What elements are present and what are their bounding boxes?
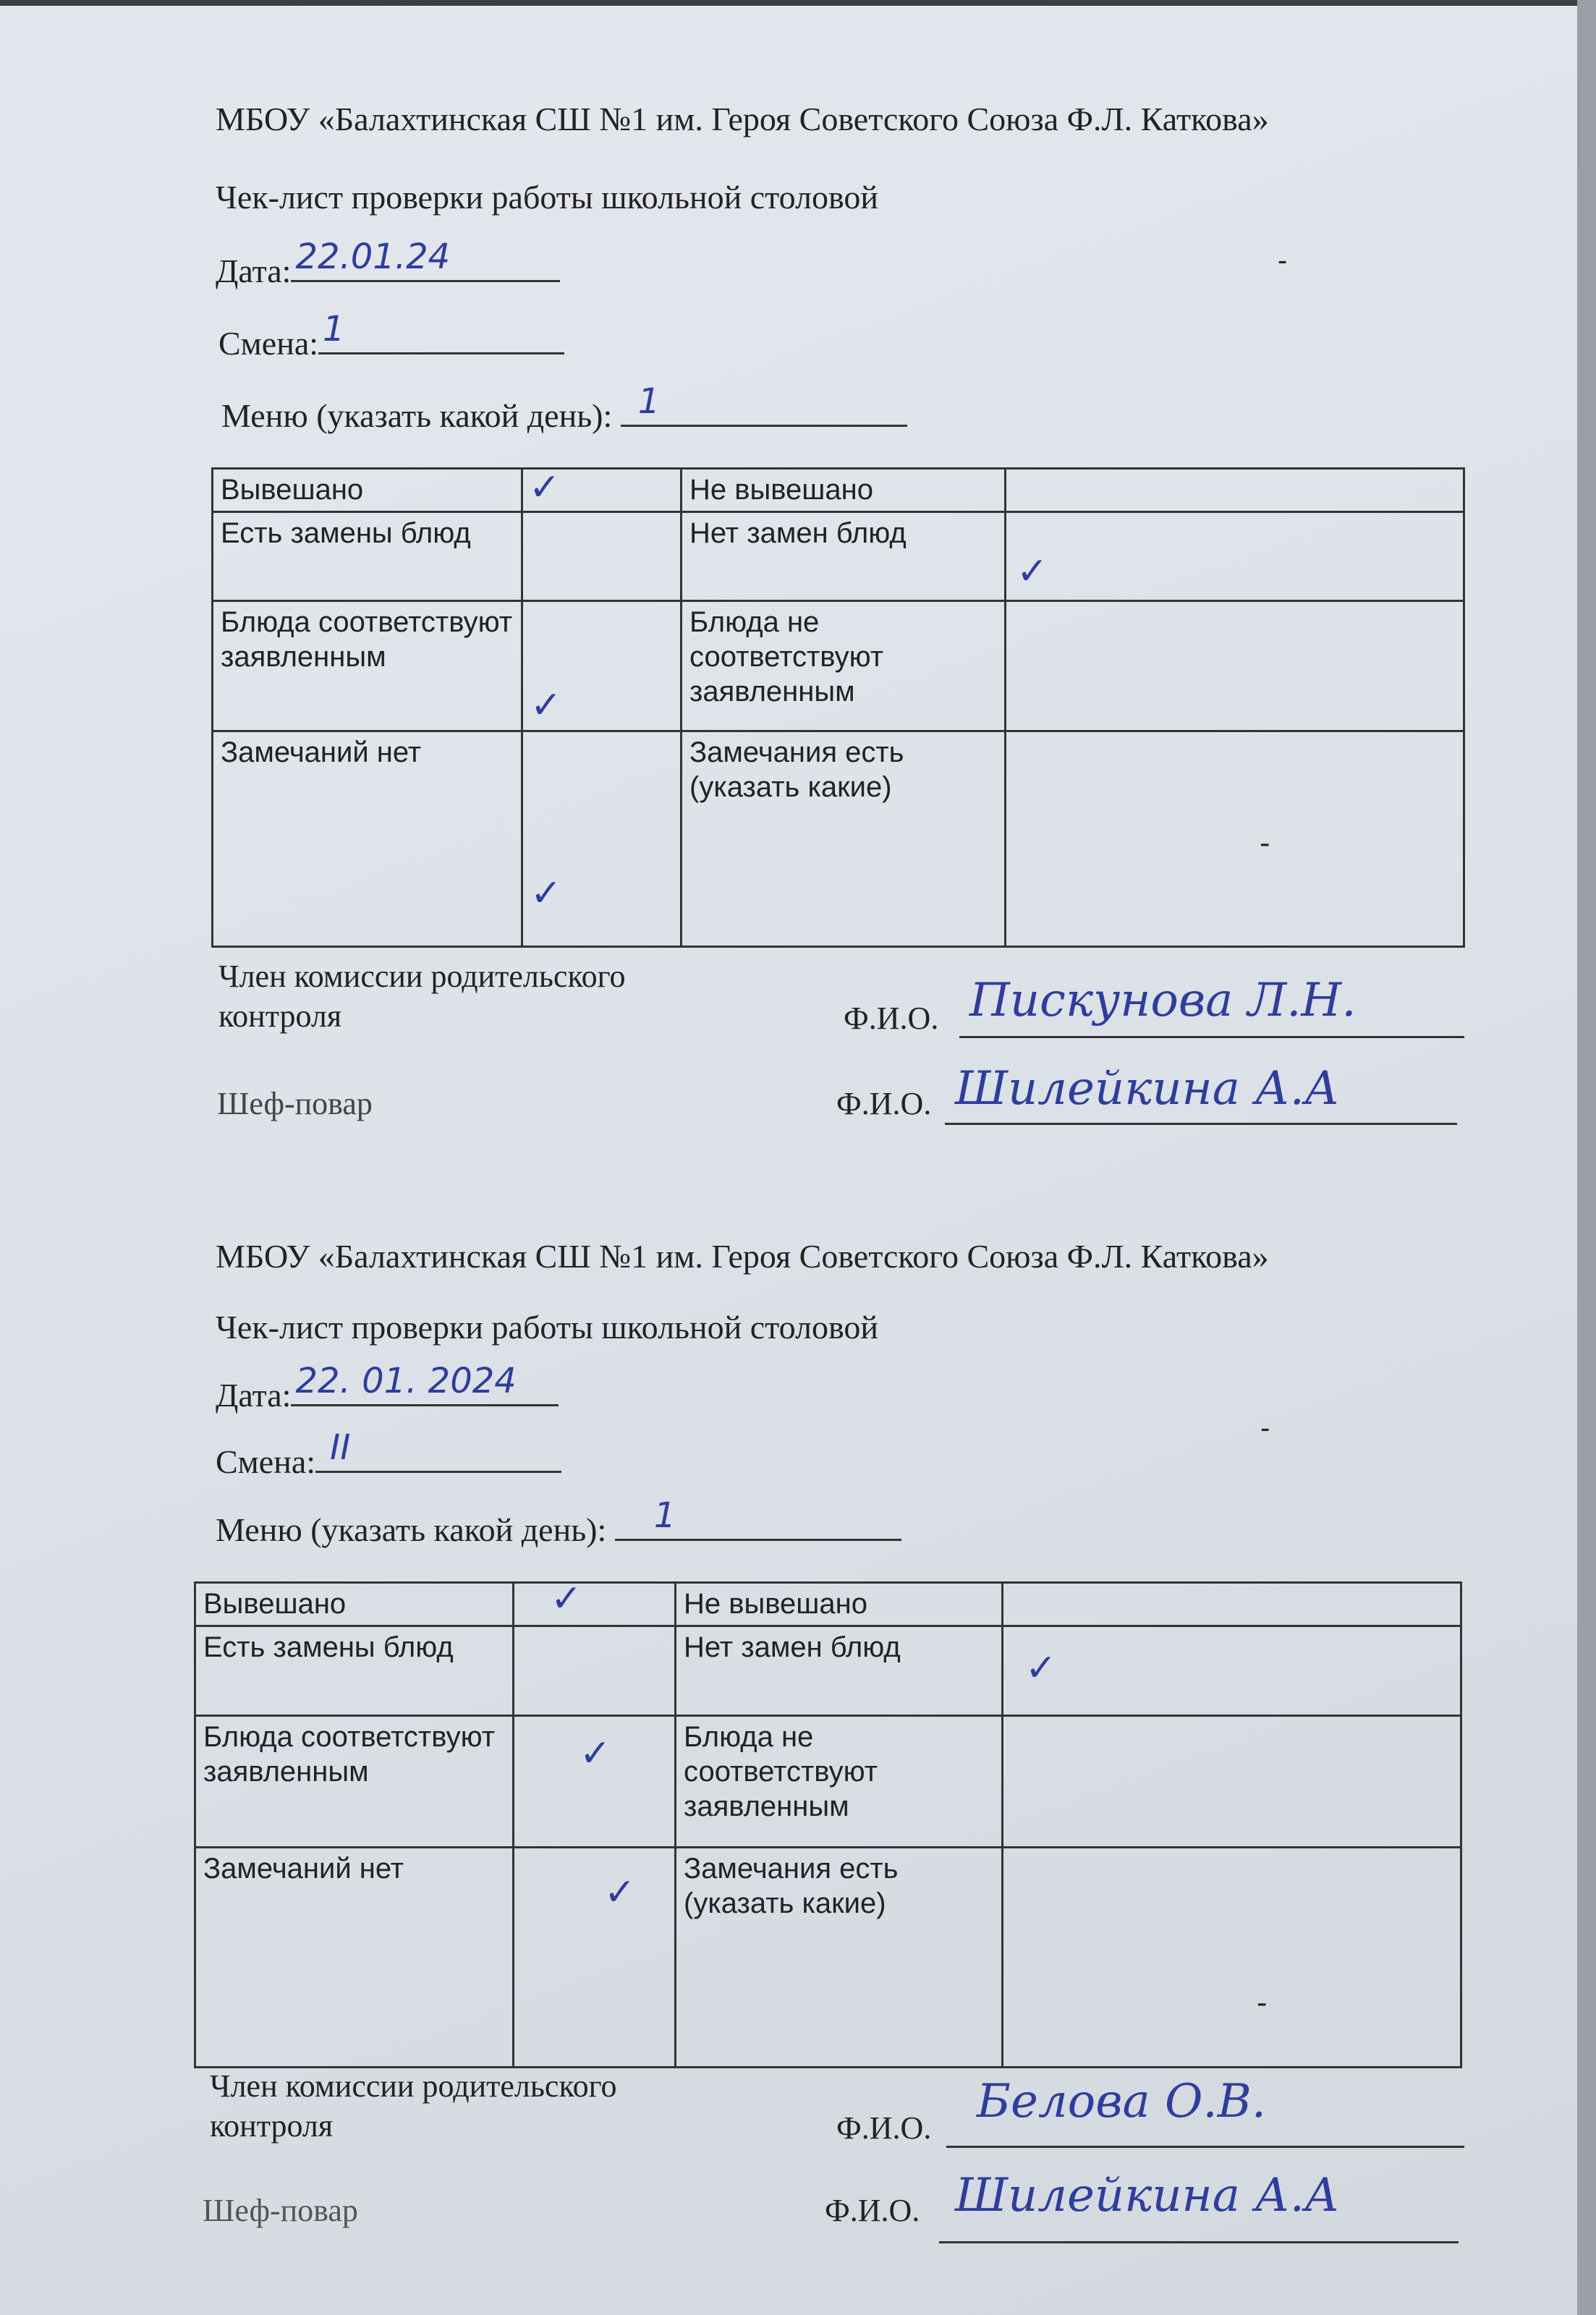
date-value: 22. 01. 2024 <box>295 1361 517 1401</box>
shift-row <box>216 1427 561 1481</box>
row-left-label: Есть замены блюд <box>195 1626 514 1716</box>
row-left-check <box>522 512 682 601</box>
row-left-check <box>514 1626 676 1716</box>
menu-label: Меню (указать какой день): <box>221 397 613 434</box>
shift-field <box>315 1427 561 1473</box>
member-signature: Белова О.В. <box>977 2075 1267 2128</box>
table-row <box>213 731 1464 947</box>
menu-value: 1 <box>637 381 661 422</box>
row-left-check <box>522 601 682 731</box>
row-left-label: Есть замены блюд <box>213 512 522 601</box>
row-left-label: Вывешано <box>195 1583 514 1626</box>
shift-label: Смена: <box>218 325 319 362</box>
date-row <box>216 1361 559 1414</box>
table-row <box>195 1716 1461 1848</box>
table-row <box>213 601 1464 731</box>
checklist-table <box>194 1577 1462 2068</box>
form-title: Чек-лист проверки работы школьной столовой <box>216 1309 879 1346</box>
date-label: Дата: <box>216 1377 292 1414</box>
row-right-check <box>1006 512 1464 601</box>
fio-label: Ф.И.О. <box>836 1086 932 1121</box>
menu-label: Меню (указать какой день): <box>216 1511 607 1548</box>
row-right-check <box>1006 469 1464 512</box>
date-field <box>291 237 560 282</box>
check-mark: ✓ <box>1016 550 1048 593</box>
table-row <box>213 512 1464 601</box>
row-right-label: Замечания есть (указать какие) <box>676 1848 1003 2068</box>
signature-line <box>939 2241 1459 2243</box>
check-mark: ✓ <box>530 684 562 727</box>
row-right-label: Нет замен блюд <box>682 512 1006 601</box>
stray-mark: - <box>1260 1412 1270 1444</box>
check-mark: ✓ <box>604 1871 636 1914</box>
row-right-check <box>1003 1626 1461 1716</box>
row-left-check <box>522 466 682 512</box>
dash-mark: - <box>1260 827 1270 860</box>
row-right-label: Не вывешано <box>676 1583 1003 1626</box>
date-label: Дата: <box>216 252 292 289</box>
row-left-check <box>514 1577 676 1626</box>
table-row <box>195 1626 1461 1716</box>
row-right-check <box>1003 1848 1461 2068</box>
check-mark: ✓ <box>1025 1647 1057 1690</box>
row-right-label: Нет замен блюд <box>676 1626 1003 1716</box>
signature-line <box>959 1036 1464 1038</box>
row-left-label: Блюда соответствуют заявленным <box>195 1716 514 1848</box>
row-right-label: Не вывешано <box>682 469 1006 512</box>
row-right-check <box>1006 731 1464 947</box>
checklist-table <box>211 467 1465 948</box>
shift-value: 1 <box>323 309 345 349</box>
shift-field <box>318 309 564 354</box>
row-left-label: Вывешано <box>213 469 522 512</box>
date-row <box>216 237 560 290</box>
fio-label: Ф.И.О. <box>844 1001 939 1036</box>
row-left-label: Блюда соответствуют заявленным <box>213 601 522 731</box>
row-right-check <box>1003 1716 1461 1848</box>
signature-line <box>945 1123 1457 1125</box>
shift-row <box>218 309 564 362</box>
check-mark: ✓ <box>580 1732 611 1775</box>
member-signature: Пискунова Л.Н. <box>969 974 1357 1027</box>
date-value: 22.01.24 <box>295 237 451 277</box>
row-left-check <box>522 731 682 947</box>
row-right-label: Блюда не соответствуют заявленным <box>682 601 1006 731</box>
school-name: МБОУ «Балахтинская СШ №1 им. Героя Советского Союза Ф.Л. Каткова» <box>216 1238 1269 1275</box>
row-left-label: Замечаний нет <box>195 1848 514 2068</box>
fio-label: Ф.И.О. <box>836 2110 932 2146</box>
chef-label: Шеф-повар <box>217 1086 373 1121</box>
member-label: Член комиссии родительского контроля <box>218 959 626 1034</box>
row-right-label: Замечания есть (указать какие) <box>682 731 1006 947</box>
member-label: Член комиссии родительского контроля <box>210 2068 617 2144</box>
shift-label: Смена: <box>216 1443 316 1480</box>
school-name: МБОУ «Балахтинская СШ №1 им. Героя Советского Союза Ф.Л. Каткова» <box>216 101 1269 137</box>
dash-mark: - <box>1257 1987 1268 2020</box>
menu-row <box>221 381 907 435</box>
check-mark: ✓ <box>551 1577 582 1620</box>
table-row <box>195 1583 1461 1626</box>
row-left-label: Замечаний нет <box>213 731 522 947</box>
signature-line <box>946 2146 1464 2148</box>
menu-value: 1 <box>653 1495 676 1536</box>
form-title: Чек-лист проверки работы школьной столовой <box>216 179 879 216</box>
stray-mark: - <box>1278 245 1288 276</box>
row-left-check <box>514 1716 676 1848</box>
row-right-check <box>1006 601 1464 731</box>
menu-row <box>216 1495 901 1549</box>
check-mark: ✓ <box>529 466 561 509</box>
menu-field <box>615 1495 901 1541</box>
date-field <box>291 1361 559 1406</box>
row-right-label: Блюда не соответствуют заявленным <box>676 1716 1003 1848</box>
menu-field <box>621 381 907 427</box>
row-left-check <box>514 1848 676 2068</box>
chef-label: Шеф-повар <box>203 2193 358 2228</box>
table-row <box>195 1848 1461 2068</box>
shift-value: II <box>330 1427 351 1468</box>
chef-signature: Шилейкина А.А <box>955 1062 1340 1116</box>
check-mark: ✓ <box>530 872 562 915</box>
chef-signature: Шилейкина А.А <box>955 2169 1340 2222</box>
row-right-check <box>1003 1583 1461 1626</box>
fio-label: Ф.И.О. <box>825 2193 920 2228</box>
table-row <box>213 469 1464 512</box>
